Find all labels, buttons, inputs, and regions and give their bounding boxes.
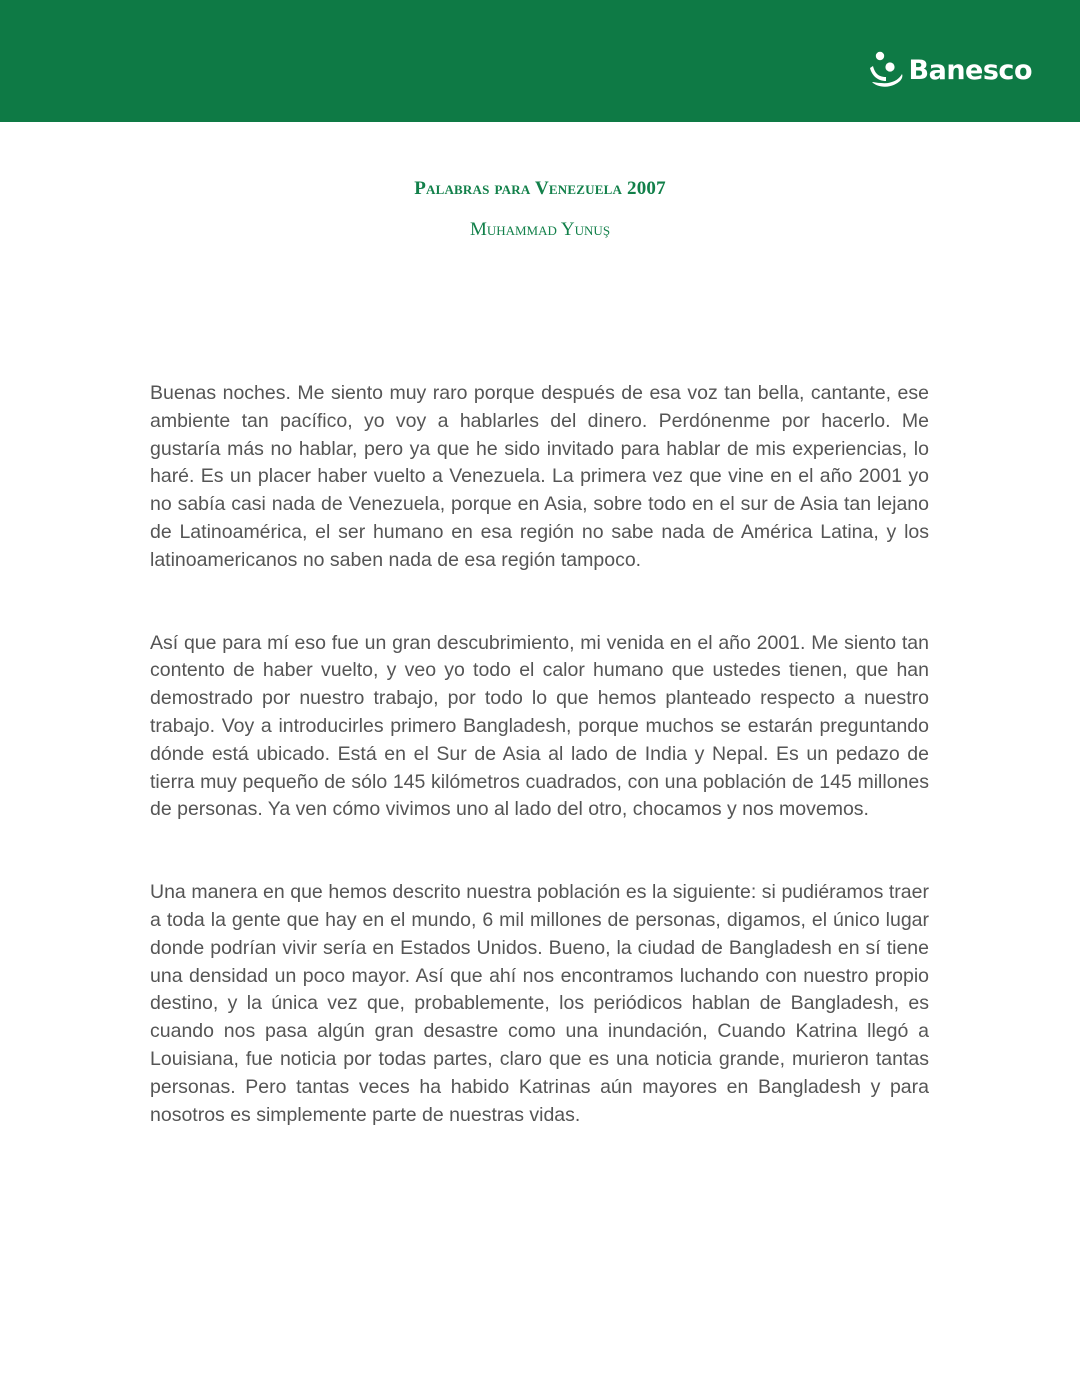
logo-text: Banesco [908,54,1032,86]
header-band [0,0,1080,122]
paragraph-1: Buenas noches. Me siento muy raro porque después de esa voz tan bella, cantante, ese ambiente tan pacífico, yo voy a hablarles del dinero. Perdónenme por hacerlo. Me gustaría más no hablar, pero ya que he sido invitado para hablar de mis experiencias, lo haré. Es un placer haber vuelto a Venezuela. La primera vez que vine en el año 2001 yo no sabía casi nada de Venezuela, porque en Asia, sobre todo en el sur de Asia tan lejano de Latinoamérica, el ser humano en esa región no sabe nada de América Latina, y los latinoamericanos no saben nada de esa región tampoco. [150,382,929,571]
paragraph-2: Así que para mí eso fue un gran descubrimiento, mi venida en el año 2001. Me siento tan contento de haber vuelto, y veo yo todo el calor humano que ustedes tienen, que han demostrado por nuestro trabajo, por todo lo que hemos planteado respecto a nuestro trabajo. Voy a introducirles primero Bangladesh, porque muchos se estarán preguntando dónde está ubicado. Está en el Sur de Asia al lado de India y Nepal. Es un pedazo de tierra muy pequeño de sólo 145 kilómetros cuadrados, con una población de 145 millones de personas. Ya ven cómo vivimos uno al lado del otro, chocamos y nos movemos. [150,631,929,821]
document-title: Palabras para Venezuela 2007 [414,178,666,199]
paragraph-3: Una manera en que hemos descrito nuestra población es la siguiente: si pudiéramos traer a toda la gente que hay en el mundo, 6 mil millones de personas, digamos, el único lugar donde podrían vivir sería en Estados Unidos. Bueno, la ciudad de Bangladesh en sí tiene una densidad un poco mayor. Así que ahí nos encontramos luchando con nuestro propio destino, y la única vez que, probablemente, los periódicos hablan de Bangladesh, es cuando nos pasa algún gran desastre como una inundación, Cuando Katrina llegó a Louisiana, fue noticia por todas partes, claro que es una noticia grande, murieron tantas personas. Pero tantas veces ha habido Katrinas aún mayores en Bangladesh y para nosotros es simplemente parte de nuestras vidas. [150,881,929,1126]
banesco-logo [869,48,1032,92]
banesco-people-icon [869,50,905,90]
document-author: Muhammad Yunuş [469,219,611,240]
document-body [150,380,929,1129]
